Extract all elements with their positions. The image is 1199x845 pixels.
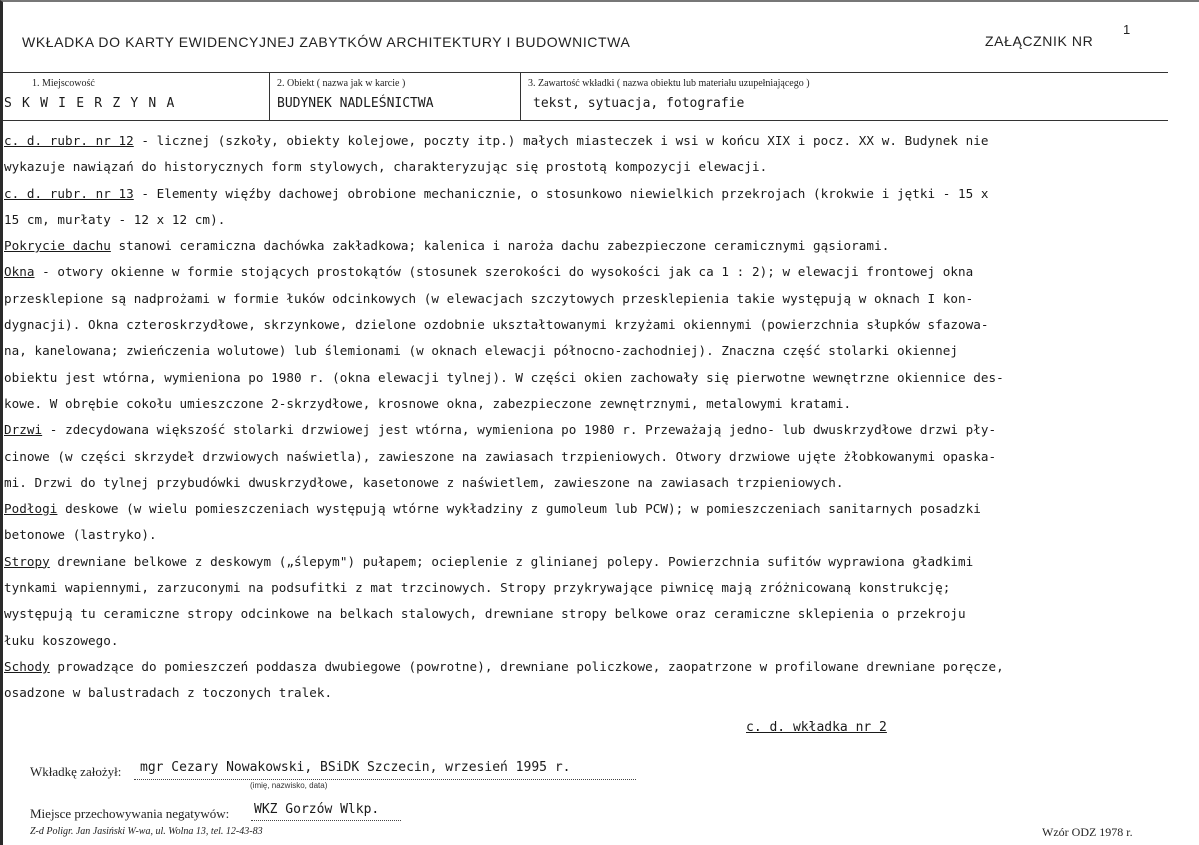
section-heading: Stropy [4, 553, 50, 569]
line-text: wykazuje nawiązań do historycznych form stylowych, charakteryzując się prostotą kompozycji elewacji. [4, 159, 768, 175]
body-line [4, 630, 1194, 656]
founder-caption: (imię, nazwisko, data) [250, 781, 328, 790]
locality-label: 1. Miejscowość [32, 78, 95, 89]
line-text: - zdecydowana większość stolarki drzwiowej jest wtórna, wymieniona po 1980 r. Przeważają jedno- lub dwuskrzydłowe drzwi pły- [42, 422, 997, 438]
line-text: osadzone w balustradach z toczonych tralek. [4, 685, 333, 701]
field-separator [269, 72, 270, 121]
body-line [4, 156, 1194, 182]
body-line [4, 446, 1194, 472]
founder-label: Wkładkę założył: [30, 764, 122, 779]
body-line [4, 288, 1194, 314]
body-line [4, 261, 1194, 287]
negatives-value: WKZ Gorzów Wlkp. [254, 802, 380, 817]
negatives-dotted-line [251, 820, 401, 821]
object-value: BUDYNEK NADLEŚNICTWA [277, 96, 434, 111]
section-heading: Pokrycie dachu [4, 238, 111, 254]
body-line [4, 340, 1194, 366]
section-heading: c. d. rubr. nr 12 [4, 133, 134, 148]
section-heading: Schody [4, 658, 50, 674]
line-text: przesklepione są nadprożami w formie łuków odcinkowych (w elewacjach szczytowych przesklepienia takie występują w oknach I kon- [4, 290, 974, 306]
body-line [4, 419, 1194, 445]
body-line [4, 682, 1194, 708]
fields-row [3, 72, 1168, 122]
body-line [4, 209, 1194, 235]
line-text: prowadzące do pomieszczeń poddasza dwubiegowe (powrotne), drewniane policzkowe, zaopatrzone w profilowane drewniane poręcze, [49, 658, 1004, 674]
content-value: tekst, sytuacja, fotografie [533, 96, 745, 111]
field-separator [520, 72, 521, 121]
founder-dotted-line [134, 779, 636, 780]
line-text: tynkami wapiennymi, zarzuconymi na podsufitki z mat trzcinowych. Stropy przykrywające piwnicę mają zróżnicowaną konstrukcję; [4, 580, 951, 596]
line-text: łuku koszowego. [4, 632, 119, 648]
line-text: kowe. W obrębie cokołu umieszczone 2-skrzydłowe, krosnowe okna, zabezpieczone zewnętrznymi, metalowymi kratami. [4, 395, 852, 411]
line-text: mi. Drzwi do tylnej przybudówki dwuskrzydłowe, kasetonowe z naświetlem, zawieszone na zawiasach trzpieniowych. [4, 474, 844, 490]
line-text: dygnacji). Okna czteroskrzydłowe, skrzynkowe, dzielone ozdobnie ukształtowanymi krzyżami okiennymi (powierzchnia słupków sfazowa- [4, 317, 989, 333]
locality-value: S K W I E R Z Y N A [4, 96, 176, 111]
body-line [4, 183, 1194, 209]
body-line [4, 130, 1194, 156]
section-heading: Okna [4, 264, 35, 280]
line-text: cinowe (w części skrzydeł drzwiowych naświetla), zawieszone na zawiasach trzpieniowych. Otwory drzwiowe ujęte żłobkowanymi opaska- [4, 448, 997, 464]
line-text: - licznej (szkoły, obiekty kolejowe, poczty itp.) małych miasteczek i wsi w końcu XIX i pocz. XX w. Budynek nie [133, 133, 989, 148]
body-line [4, 603, 1194, 629]
form-title: WKŁADKA DO KARTY EWIDENCYJNEJ ZABYTKÓW ARCHITEKTURY I BUDOWNICTWA [22, 34, 631, 50]
section-heading: c. d. rubr. nr 13 [4, 185, 134, 201]
description-body [4, 130, 1194, 709]
continuation-note: c. d. wkładka nr 2 [746, 720, 887, 735]
line-text: drewniane belkowe z deskowym („ślepym") pułapem; ocieplenie z glinianej polepy. Powierzchnia sufitów wyprawiona gładkimi [49, 553, 974, 569]
body-line [4, 472, 1194, 498]
object-label: 2. Obiekt ( nazwa jak w karcie ) [277, 78, 406, 89]
line-text: 15 cm, murłaty - 12 x 12 cm). [4, 211, 226, 227]
line-text: - otwory okienne w formie stojących prostokątów (stosunek szerokości do wysokości jak ca 1 : 2); w elewacji frontowej okna [34, 264, 974, 280]
body-line [4, 524, 1194, 550]
content-label: 3. Zawartość wkładki ( nazwa obiektu lub materiału uzupełniającego ) [528, 78, 810, 89]
line-text: deskowe (w wielu pomieszczeniach występują wtórne wykładziny z gumoleum lub PCW); w pomieszczeniach sanitarnych posadzki [57, 501, 981, 517]
body-line [4, 551, 1194, 577]
line-text: obiektu jest wtórna, wymieniona po 1980 r. (okna elewacji tylnej). W części okien zachowały się pierwotne wewnętrzne okiennice des- [4, 369, 1004, 385]
line-text: - Elementy więźby dachowej obrobione mechanicznie, o stosunkowo niewielkich przekrojach (krokwie i jętki - 15 x [133, 185, 989, 201]
attachment-number: 1 [1123, 22, 1131, 37]
body-line [4, 498, 1194, 524]
body-line [4, 367, 1194, 393]
line-text: stanowi ceramiczna dachówka zakładkowa; kalenica i naroża dachu zabezpieczone ceramicznymi gąsiorami. [110, 238, 890, 254]
body-line [4, 577, 1194, 603]
fields-top-rule [3, 72, 1168, 73]
body-line [4, 235, 1194, 261]
body-line [4, 314, 1194, 340]
body-line [4, 656, 1194, 682]
section-heading: Podłogi [4, 501, 58, 517]
line-text: na, kanelowana; zwieńczenia wolutowe) lub ślemionami (w oknach elewacji północno-zachodniej). Znaczna część stolarki okiennej [4, 343, 959, 359]
printer-imprint: Z-d Poligr. Jan Jasiński W-wa, ul. Wolna 13, tel. 12-43-83 [30, 826, 263, 837]
line-text: występują tu ceramiczne stropy odcinkowe na belkach stalowych, drewniane stropy belkowe oraz ceramiczne sklepienia o przekroju [4, 606, 966, 622]
negatives-label: Miejsce przechowywania negatywów: [30, 806, 230, 821]
fields-bottom-rule [3, 120, 1168, 121]
founder-value: mgr Cezary Nowakowski, BSiDK Szczecin, wrzesień 1995 r. [140, 760, 571, 775]
form-code: Wzór ODZ 1978 r. [1042, 825, 1133, 839]
line-text: betonowe (lastryko). [4, 527, 157, 543]
body-line [4, 393, 1194, 419]
attachment-label: ZAŁĄCZNIK NR [985, 33, 1094, 49]
section-heading: Drzwi [4, 422, 43, 438]
